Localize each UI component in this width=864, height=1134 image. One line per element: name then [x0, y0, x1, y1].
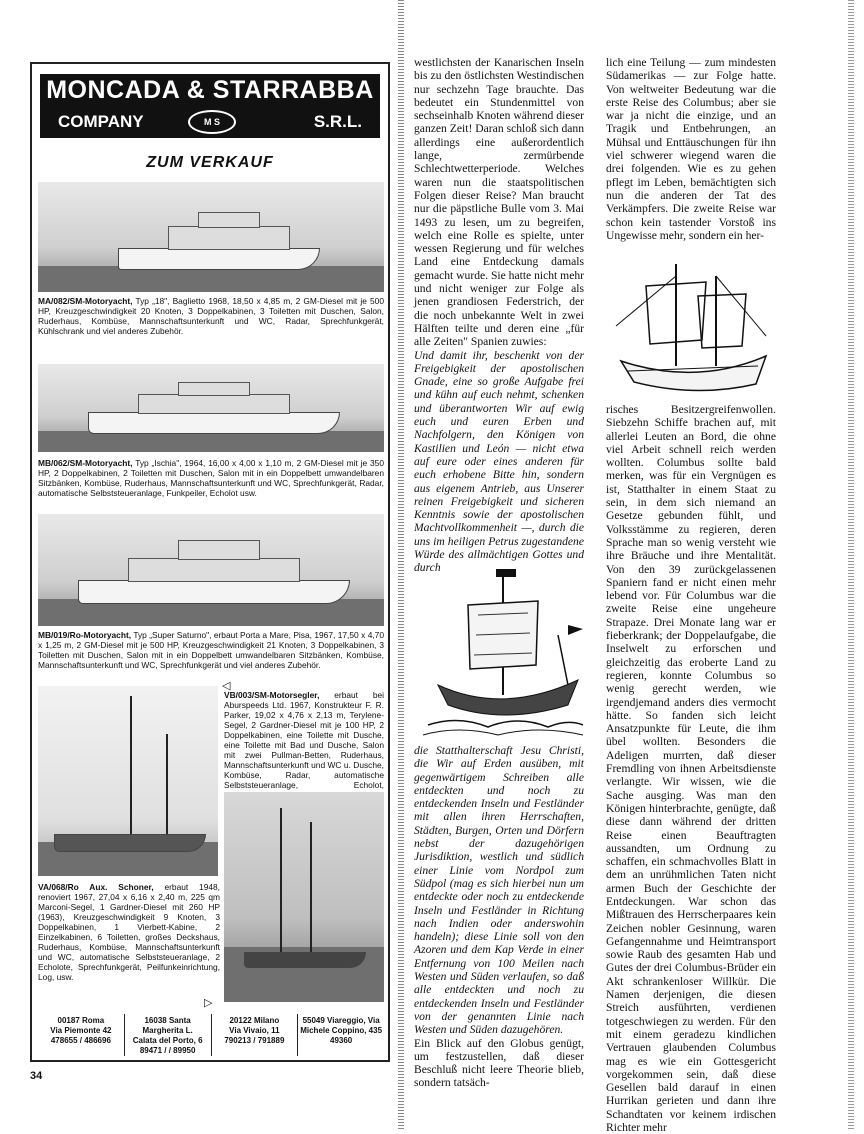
- ms-logo-icon: M S: [188, 110, 236, 134]
- arrow-right-icon: ▷: [204, 997, 213, 1009]
- motoryacht-mb019-photo: [38, 514, 384, 626]
- motoryacht-ma082-description: MA/082/SM-Motoryacht, Typ „18", Baglietto 1968, 18,50 x 4,85 m, 2 GM-Diesel mit je 500 HP, Kreuzgeschwindigkeit 20 Knoten, 3 Doppelkabinen, 3 Toiletten mit Duschen, Salon, Ruderhaus, Kombüse, Mannschaftsunterkunft und WC, Radar, Sprechfunkgerät, Kühlschrank und viel anderes Zubehör.: [38, 296, 384, 336]
- motoryacht-mb062-photo: [38, 364, 384, 452]
- office-santa-margherita: 16038 Santa Margherita L. Calata del Porto, 6 89471 / / 89950: [124, 1014, 211, 1056]
- page-binding-right: [848, 0, 854, 1130]
- ad-header: [40, 74, 380, 138]
- article-column-2-bottom: [606, 403, 776, 1134]
- article-column-1-top: [414, 56, 584, 575]
- ad-sale-heading: ZUM VERKAUF: [146, 154, 274, 171]
- motorsegler-vb003-photo: [224, 792, 384, 1002]
- article-paragraph: risches Besitzergreifenwollen. Siebzehn Schiffe brachen auf, mit allerlei Leuten an Bord, die ohne viel Arbeit schnell reich werden wollten. Columbus sollte bald merken, was für ein Vergnügen es ist, Statthalter in einem Staat zu sein, in dem sich niemand an Gesetze gebunden fühlt, und Volksstämme zu regieren, deren Sprache man so wenig versteht wie ihre Bräuche und ihre Mentalität. Von den 39 zurückgelassenen Spaniern fand er nicht einen mehr lebend vor. Für Columbus war die zweite Reise eine ungeheure Strapaze. Drei Monate lang war er fieberkrank; der Doppelaufgabe, die Inselwelt zu erforschen und gleichzeitig das eroberte Land zu regieren, konnte Columbus so wenig gerecht werden, wie irgendjemand anders dies vermocht hätte. So fanden sich leicht Ansatzpunkte für Leute, die ihm übel wollten. Besonders die Adeligen murrten, daß dieser Fremdling von ihnen Arbeitsdienste verlangte. Wir wissen, wie die Sache ausging. Was man den Königen hinterbrachte, genügte, daß diese dann während der dritten Reise einen Beauftragten aussandten, um Ordnung zu schaffen, ein schmachvolles Blatt in dem an unrühmlichen Taten nicht armen Buch der Geschichte der Entdeckungen. War schon das Mißtrauen des Herrscherpaares kein Zeichen nobler Gesinnung, waren Gefangennahme und Heimtransport sowie Raub des gesamten Hab und Gutes der drei Columbus-Brüder ein Akt schrankenloser Willkür. Die Namen derjenigen, die diesen Streich ausführten, verdienen totgeschwiegen zu werden. Für den mit einem geradezu kindlichen Vertrauen glaubenden Columbus mag es wie ein Gottesgericht vorgekommen sein, daß diese Gesellen bald darauf in einen Hurrikan gerieten und dann ihre Schandtaten vor keinem irdischen Richter mehr: [606, 403, 776, 1134]
- arrow-left-icon: ◁: [222, 680, 231, 692]
- motoryacht-mb019-description: MB/019/Ro-Motoryacht, Typ „Super Saturno", erbaut Porta a Mare, Pisa, 1967, 17,50 x 4,70 x 1,25 m, 2 GM-Diesel mit je 500 HP, Kreuzgeschwindigkeit 21 Knoten, 3 Doppelkabinen, 3 Toiletten mit Duschen, Salon mit in ein Doppelbett umwandelbaren Sitzbänken, Kombüse, Mannschaftsunterkunft und WC, Sprechfunkgerät und viel anderes Zubehör.: [38, 630, 384, 670]
- papal-bull-quote-continued: die Statthalterschaft Jesu Christi, die Wir auf Erden ausüben, mit gegenwärtigem Schreiben alle entdeckten und noch zu entdeckenden Inseln und Festländer mit allen ihren Herrschaften, Städten, Burgen, Orten und Dörfern nebst der dazugehörigen Jurisdiktion, westlich und südlich einer Linie vom Nordpol zum Südpol (mag es sich hierbei nun um entdeckte oder noch zu entdeckende Inseln und Festländer in Richtung nach Indien oder anderswohin handeln); diese Linie soll von den Azoren und dem Kap Verde in einer Entfernung von 100 Meilen nach Westen und Süden verlaufen, so daß alle entdeckten und noch zu entdeckenden Inseln und Festländer von der genannten Linie nach Westen und Süden dazugehören.: [414, 744, 584, 1037]
- carrack-ship-illustration: [418, 565, 588, 740]
- yacht-advertisement: [30, 62, 390, 1062]
- article-paragraph: lich eine Teilung — zum mindesten Südamerikas — zur Folge hatte. Von weltweiter Bedeutung war die erste Reise des Columbus; aber sie war ja nicht die einzige, und an Tragik und Entbehrungen, an Mühsal und Enttäuschungen für ihn viel schwerer wiegend waren die drei folgenden. Wie es zu gehen pflegt im Leben, bemächtigten sich nun die anderen der Tat des Verkämpfers. Die zweite Reise war schon kein tastender Vorstoß ins Ungewisse mehr, sondern ein her-: [606, 56, 776, 242]
- schoner-va068-photo: [38, 686, 218, 876]
- office-roma: 00187 Roma Via Piemonte 42 478655 / 486696: [50, 1016, 112, 1045]
- ad-company-label: COMPANY: [58, 112, 144, 131]
- article-paragraph: westlichsten der Kanarischen Inseln bis zu den östlichsten Westindischen nur sechzehn Tage brauchte. Das bedeutet ein Stundenmittel von sechseinhalb Knoten während dieser ganzen Zeit! Daran schloß sich dann allerdings eine außerordentlich lange, zermürbende Schlechtwetterperiode. Welches waren nun die staatspolitischen Folgen dieser Reise? Man braucht nur die päpstliche Bulle vom 3. Mai 1493 zu lesen, um zu begreifen, welch eine Rolle es spielte, unter wessen Regierung und für welches Land eine Entdeckung damals gemacht wurde. Sie hatte nicht mehr und nicht weniger zur Folge als jenen grandiosen Federstrich, der die noch unbekannte Welt in zwei Hälften teilte und deren eine „für alle Zeiten" Spanien zuwies:: [414, 56, 584, 349]
- page-binding-left: [398, 0, 404, 1130]
- ad-srl-label: S.R.L.: [313, 112, 362, 131]
- motoryacht-ma082-photo: [38, 182, 384, 292]
- article-paragraph: Ein Blick auf den Globus genügt, um festzustellen, daß dieser Beschluß nicht leere Theorie blieb, sondern tatsäch-: [414, 1036, 584, 1090]
- schoner-va068-description: VA/068/Ro Aux. Schoner, erbaut 1948, renoviert 1967, 27,04 x 6,16 x 2,40 m, 225 qm Marconi-Segel, 1 Gardner-Diesel mit 260 HP (1963), Kreuzgeschwindigkeit 9 Knoten, 3 Doppelkabinen, 1 Vierbett-Kabine, 2 Einzelkabinen, 6 Toiletten, großes Deckshaus, Ruderhaus, Kombüse, Mannschaftsunterkunft und WC, automatische Selbststeueranlage, 2 Echolote, Sprechfunkgerät, Peilfunkeinrichtung, Log, usw.: [38, 882, 221, 982]
- ad-brand-name: MONCADA & STARRABBA: [46, 76, 374, 104]
- office-addresses: [38, 1014, 384, 1056]
- office-viareggio: 55049 Viareggio, Via Michele Coppino, 435 49360: [297, 1014, 384, 1056]
- caravel-ship-illustration: [606, 256, 776, 406]
- office-milano: 20122 Milano Via Vivaio, 11 790213 / 791889: [211, 1014, 298, 1056]
- motoryacht-mb062-description: MB/062/SM-Motoryacht, Typ „Ischia", 1964, 16,00 x 4,00 x 1,10 m, 2 GM-Diesel mit je 350 HP, 2 Doppelkabinen, 2 Toiletten mit Duschen, Salon mit in ein Doppelbett umwandelbaren Sitzbänken, Kombüse, Ruderhaus, Mannschaftsunterkunft und WC, Sprechfunkgerät, Radar, automatische Selbststeueranlage, Funkpeiler, Echolot usw.: [38, 458, 384, 498]
- article-column-1-bottom: [414, 744, 584, 1090]
- papal-bull-quote: Und damit ihr, beschenkt von der Freigebigkeit der apostolischen Gnade, eine so große Aufgabe frei und kühn auf euch nehmt, schenken und überantworten Wir auf ewig euch und euren Erben und Nachfolgern, den Königen von Kastilien und León — nicht etwa auf eure oder eines anderen für euch erhobene Bitte hin, sondern aus eigenem Antrieb, aus Unserer reinen Freigebigkeit und sicheren Kenntnis sowie der apostolischen Machtvollkommenheit —, durch die uns im heiligen Petrus zugestandene Würde des allmächtigen Gottes und durch: [414, 348, 584, 575]
- motorsegler-vb003-description: VB/003/SM-Motorsegler, erbaut bei Aburspeeds Ltd. 1967, Konstrukteur F. R. Parker, 19,02 x 4,76 x 2,13 m, Terylene-Segel, 2 Gardner-Diesel mit je 100 HP, 2 Doppelkabinen, eine Toilette mit Dusche, eine Toilette mit Bad und Dusche, Salon mit zwei Pullman-Betten, Ruderhaus, Mannschaftsunterkunft und WC u. Dusche, Kombüse, Radar, automatische Selbststeueranlage, Echolot,: [224, 690, 384, 790]
- page-number: 34: [30, 1070, 43, 1082]
- article-column-2-top: [606, 56, 776, 242]
